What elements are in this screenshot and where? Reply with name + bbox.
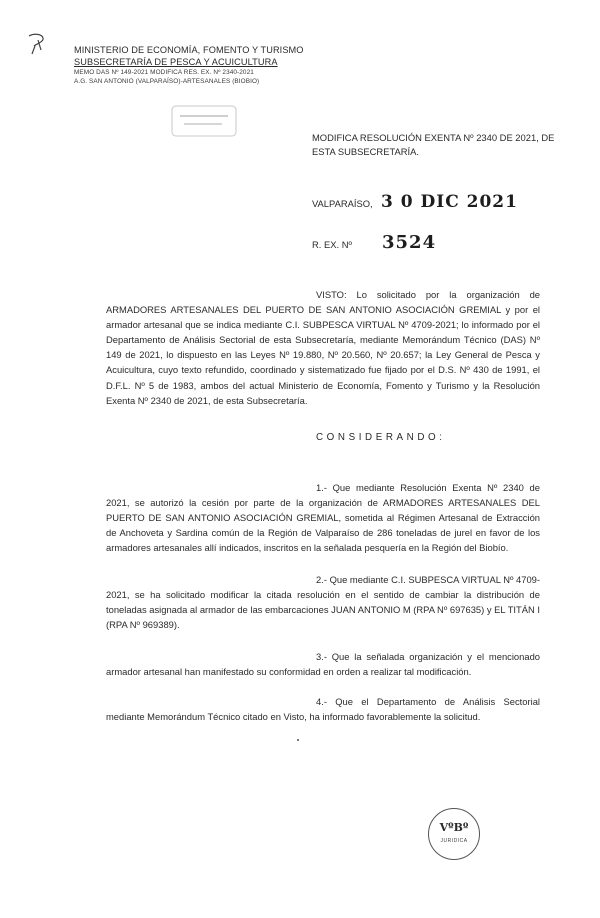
vobo-text: VºBº: [439, 821, 469, 834]
rex-label: R. EX. Nº: [312, 239, 352, 250]
faded-stamp-icon: [170, 102, 240, 140]
scan-dot: [297, 739, 299, 741]
place-label: VALPARAÍSO,: [312, 198, 373, 209]
considerando-item: 3.- Que la señalada organización y el mencionado armador artesanal han manifestado su conformidad en orden a realizar tal modificación.: [106, 651, 540, 678]
considerando-item: 4.- Que el Departamento de Análisis Sectorial mediante Memorándum Técnico citado en Visto, ha informado favorablemente la solicitud.: [106, 696, 540, 723]
rex-number: 3524: [382, 232, 437, 253]
resolution-date: 3 0 DIC 2021: [381, 192, 518, 212]
ministry-name: MINISTERIO DE ECONOMÍA, FOMENTO Y TURISMO: [74, 45, 304, 55]
considerando-item: 1.- Que mediante Resolución Exenta Nº 2340 de 2021, se autorizó la cesión por parte de la organización de ARMADORES ARTESANALES DEL PUERTO DE SAN ANTONIO ASOCIACIÓN GREMIAL, sometida al Régimen Artesanal de Extracción de Anchoveta y Sardina común de la Región de Valparaíso de 286 toneladas de jurel en favor de los armadores artesanales allí indicados, inscritos en la señalada pesquería en la Región del Biobío.: [106, 482, 540, 554]
vobo-stamp: [428, 808, 480, 860]
resolution-title: [312, 131, 572, 159]
visto-paragraph: VISTO: Lo solicitado por la organización de ARMADORES ARTESANALES DEL PUERTO DE SAN ANTONIO ASOCIACIÓN GREMIAL y por el armador artesanal que se indica mediante C.I. SUBPESCA VIRTUAL Nº 4709-2021; lo informado por el Departamento de Análisis Sectorial de esta Subsecretaría, mediante Memorándum Técnico (DAS) Nº 149 de 2021, lo dispuesto en las Leyes Nº 19.880, Nº 20.560, Nº 20.657; la Ley General de Pesca y Acuicultura, cuyo texto refundido, coordinado y sistematizado fue fijado por el D.S. Nº 430 de 1991, el D.F.L. Nº 5 de 1983, ambos del actual Ministerio de Economía, Fomento y Turismo y la Resolución Exenta Nº 2340 de 2021, de esta Subsecretaría.: [106, 289, 540, 406]
considerando-title: CONSIDERANDO:: [316, 432, 446, 443]
vobo-lower-text: JURIDICA: [440, 838, 468, 844]
handwritten-mark-icon: [26, 32, 48, 58]
resolution-title-line1: MODIFICA RESOLUCIÓN EXENTA Nº 2340 DE 2021, DE: [312, 132, 555, 143]
subsecretaria-name: SUBSECRETARÍA DE PESCA Y ACUICULTURA: [74, 57, 278, 67]
considerando-item: 2.- Que mediante C.I. SUBPESCA VIRTUAL Nº 4709-2021, se ha solicitado modificar la citada resolución en el sentido de cambiar la distribución de toneladas asignada al armador de las embarcaciones JUAN ANTONIO M (RPA Nº 697635) y EL TITÁN I (RPA Nº 969389).: [106, 574, 540, 631]
ag-line: A.G. SAN ANTONIO (VALPARAÍSO)-ARTESANALES (BIOBIO): [74, 78, 260, 85]
letterhead: [74, 44, 314, 86]
memo-line: MEMO DAS Nº 149-2021 MODIFICA RES. EX. Nº 2340-2021: [74, 69, 254, 76]
resolution-title-line2: ESTA SUBSECRETARÍA.: [312, 146, 419, 157]
